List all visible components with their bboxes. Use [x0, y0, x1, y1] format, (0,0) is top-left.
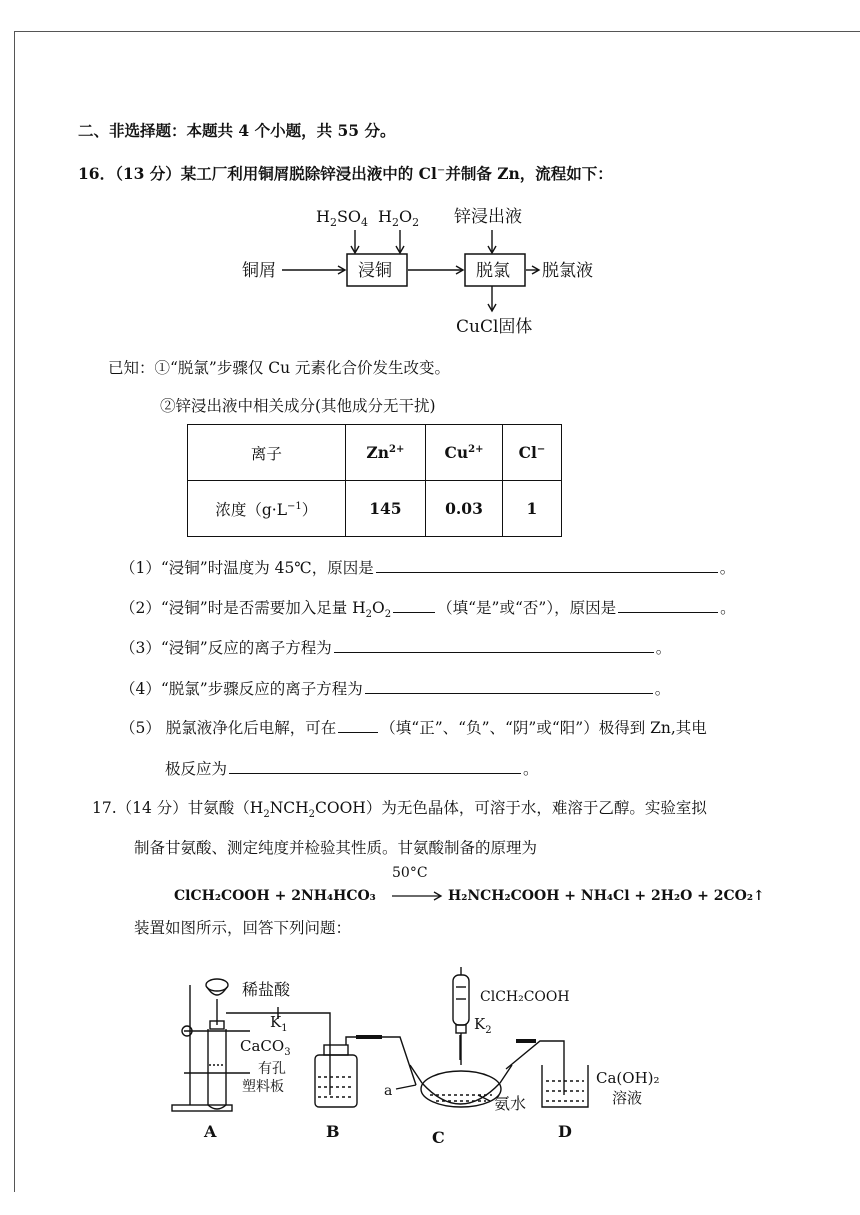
table-zn-value: 145	[345, 481, 425, 537]
ammonia-label: 氨水	[494, 1094, 527, 1113]
clch2cooh-label: ClCH₂COOH	[480, 989, 570, 1005]
dechlor-box-label: 脱氯	[476, 261, 510, 281]
section-heading: 二、非选择题：本题共 4 个小题，共 55 分。	[78, 121, 396, 140]
q17-stem2: 制备甘氨酸、测定纯度并检验其性质。甘氨酸制备的原理为	[134, 839, 538, 857]
q16-stem: 16．（13 分）某工厂利用铜屑脱除锌浸出液中的 Cl−并制备 Zn，流程如下：	[78, 164, 613, 184]
answer-blank[interactable]	[338, 716, 378, 733]
answer-blank[interactable]	[334, 636, 654, 653]
table-row2-label: 浓度$(g\cdot L^{-1})$	[188, 481, 346, 537]
table-cl-header: Cl−	[502, 425, 561, 481]
label-a: a	[384, 1083, 393, 1099]
table-cl-value: 1	[502, 481, 561, 537]
zinc-leachate-label: 锌浸出液	[454, 207, 522, 227]
answer-blank[interactable]	[365, 677, 653, 694]
reaction-arrow	[392, 888, 444, 902]
equation-right: H₂NCH₂COOH + NH₄Cl + 2H₂O + 2CO₂↑	[448, 888, 765, 904]
leach-box-label: 浸铜	[358, 261, 392, 281]
reaction-condition: 50°C	[392, 865, 428, 881]
table-row1-label: 离子	[188, 425, 346, 481]
dechlor-liquid-label: 脱氯液	[542, 261, 593, 281]
q17-stem: 17.（14 分）甘氨酸$(H_2NCH_2COOH)$为无色晶体，可溶于水，难溶于乙醇。实验室拟	[92, 799, 707, 821]
q16-part4: （4）“脱氯”步骤反应的离子方程为 。	[120, 677, 670, 700]
known-1: 已知：①“脱氯”步骤仅 Cu 元素化合价发生改变。	[108, 359, 451, 377]
apparatus-b-label: B	[326, 1122, 340, 1141]
answer-blank[interactable]	[376, 556, 718, 573]
q16-part5: （5） 脱氯液净化后电解，可在 （填“正”、“负”、“阴”或“阳”）极得到 Zn,其电	[120, 716, 707, 739]
table-zn-header: $Zn^{2+}$	[345, 425, 425, 481]
apparatus-d-label: D	[558, 1122, 572, 1141]
solution-label: 溶液	[612, 1089, 643, 1107]
apparatus-c-label: C	[432, 1128, 445, 1147]
q16-part3: （3）“浸铜”反应的离子方程为 。	[120, 636, 671, 659]
q16-flowchart	[230, 200, 630, 340]
porous-plate-label-2: 塑料板	[242, 1079, 284, 1095]
ion-concentration-table	[187, 424, 562, 537]
porous-plate-label-1: 有孔	[258, 1061, 286, 1077]
q17-stem3: 装置如图所示，回答下列问题：	[134, 919, 352, 937]
table-cu-header: $Cu^{2+}$	[426, 425, 503, 481]
caoh2-label: Ca(OH)₂	[596, 1069, 660, 1087]
k1-label: $K_1$	[270, 1013, 288, 1034]
q16-part1: （1）“浸铜”时温度为 45℃，原因是 。	[120, 556, 735, 579]
answer-blank[interactable]	[229, 757, 521, 774]
reagent-h2so4: $H_2SO_4$	[316, 207, 369, 229]
answer-blank[interactable]	[393, 596, 435, 613]
equation-left: ClCH₂COOH + 2NH₄HCO₃	[174, 888, 376, 904]
k2-label: $K_2$	[474, 1015, 492, 1036]
reagent-h2o2: $H_2O_2$	[378, 207, 420, 229]
table-cu-value: 0.03	[426, 481, 503, 537]
copper-scrap-label: 铜屑	[242, 261, 276, 281]
cucl-solid-label: CuCl固体	[456, 317, 533, 337]
caco3-label: CaCO$_3$	[240, 1037, 291, 1058]
known-2: ②锌浸出液中相关成分(其他成分无干扰)	[160, 397, 436, 415]
apparatus-diagram	[160, 965, 680, 1155]
dilute-hcl-label: 稀盐酸	[242, 980, 291, 999]
answer-blank[interactable]	[618, 596, 718, 613]
q16-part5-cont: 极反应为 。	[165, 757, 539, 780]
q16-part2: （2）“浸铜”时是否需要加入足量 $H_2O_2$ （填“是”或“否”），原因是 。	[120, 596, 736, 626]
apparatus-a-label: A	[204, 1122, 217, 1141]
